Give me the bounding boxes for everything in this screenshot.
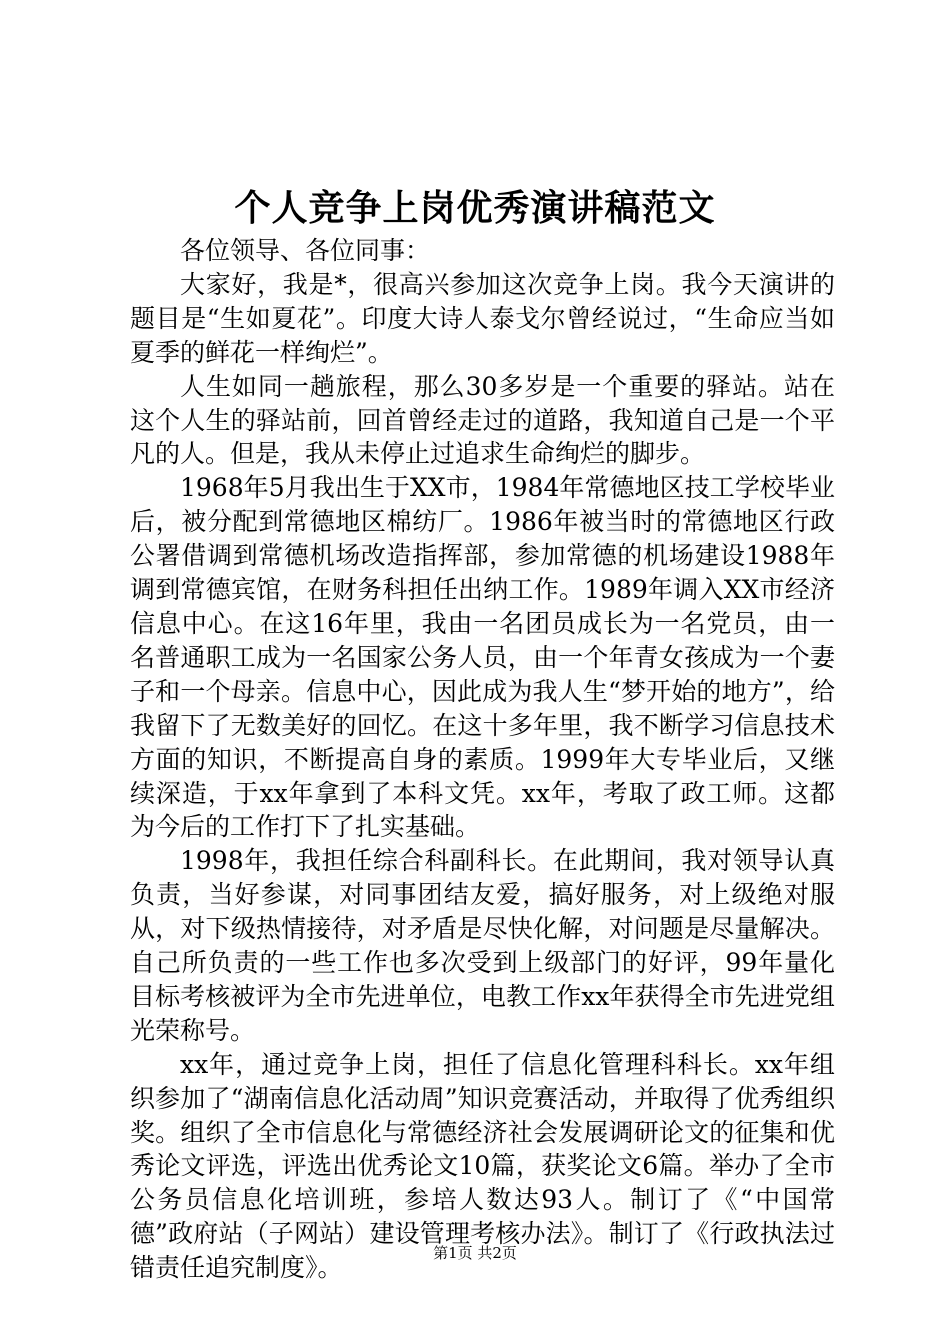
deputy-chief-paragraph: 1998年，我担任综合科副科长。在此期间，我对领导认真负责，当好参谋，对同事团结友爱，搞好服务，对上级绝对服从，对下级热情接待，对矛盾是尽快化解，对问题是尽量解决。自己所负责的一些工作也多次受到上级部门的好评，99年量化目标考核被评为全市先进单位，电教工作xx年获得全市先进党组光荣称号。 xyxy=(130,846,835,1045)
document-body xyxy=(130,234,835,1285)
life-journey-paragraph: 人生如同一趟旅程，那么30多岁是一个重要的驿站。站在这个人生的驿站前，回首曾经走过的道路，我知道自己是一个平凡的人。但是，我从未停止过追求生命绚烂的脚步。 xyxy=(130,371,835,469)
page-number-footer: 第1页 共2页 xyxy=(433,1244,517,1262)
document-title: 个人竞争上岗优秀演讲稿范文 xyxy=(234,187,716,229)
salutation-paragraph: 各位领导、各位同事： xyxy=(180,236,431,265)
career-history-paragraph: 1968年5月我出生于XX市，1984年常德地区技工学校毕业后，被分配到常德地区棉纺厂。1986年被当时的常德地区行政公署借调到常德机场改造指挥部，参加常德的机场建设1988年调到常德宾馆，在财务科担任出纳工作。1989年调入XX市经济信息中心。在这16年里，我由一名团员成长为一名党员，由一名普通职工成为一名国家公务人员，由一个年青女孩成为一个妻子和一个母亲。信息中心，因此成为我人生“梦开始的地方”，给我留下了无数美好的回忆。在这十多年里，我不断学习信息技术方面的知识，不断提高自身的素质。1999年大专毕业后，又继续深造，于xx年拿到了本科文凭。xx年，考取了政工师。这都为今后的工作打下了扎实基础。 xyxy=(130,473,835,842)
intro-paragraph: 大家好，我是*，很高兴参加这次竞争上岗。我今天演讲的题目是“生如夏花”。印度大诗人泰戈尔曾经说过，“生命应当如夏季的鲜花一样绚烂”。 xyxy=(130,269,835,367)
section-chief-paragraph: xx年，通过竞争上岗，担任了信息化管理科科长。xx年组织参加了“湖南信息化活动周”知识竞赛活动，并取得了优秀组织奖。组织了全市信息化与常德经济社会发展调研论文的征集和优秀论文评选，评选出优秀论文10篇，获奖论文6篇。举办了全市公务员信息化培训班，参培人数达93人。制订了《“中国常德”政府站（子网站）建设管理考核办法》。制订了《行政执法过错责任追究制度》。 xyxy=(130,1049,835,1283)
